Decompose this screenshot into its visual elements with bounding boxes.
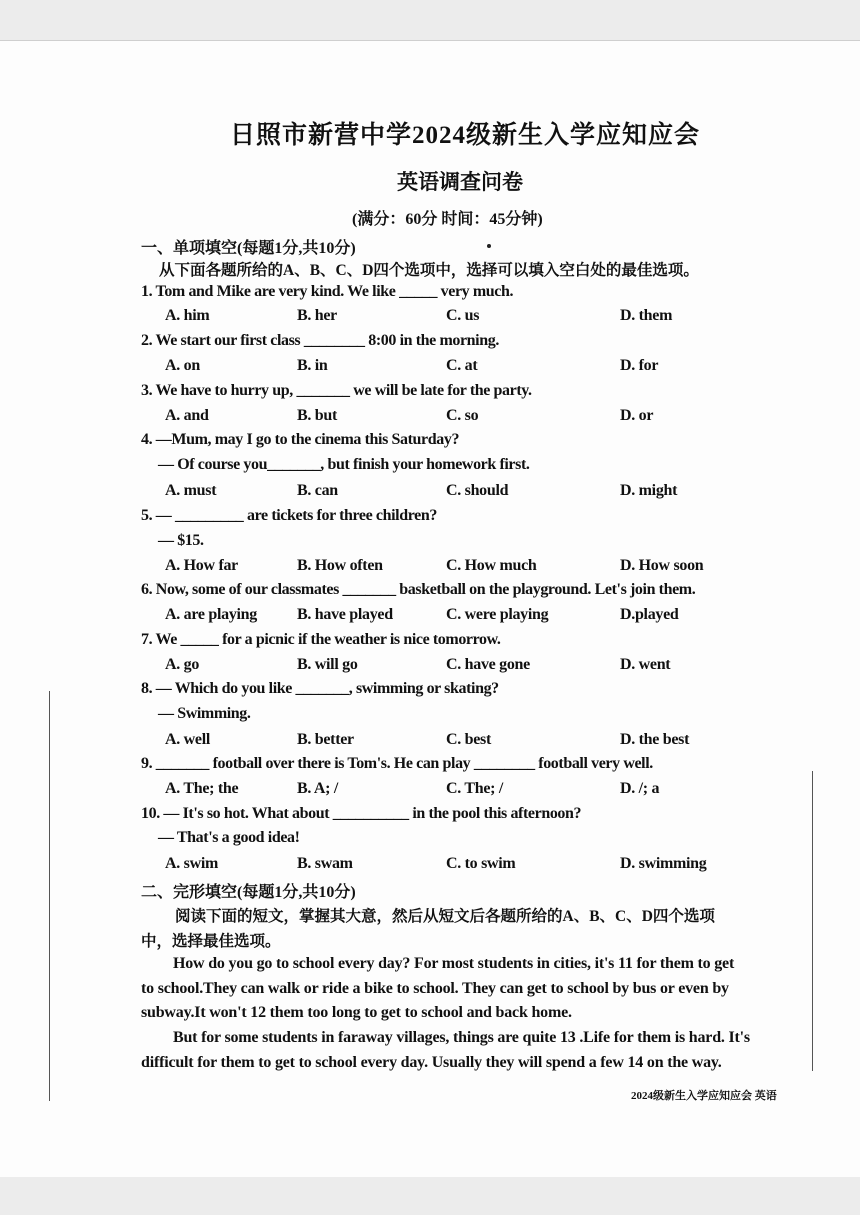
section1-heading: 一、单项填空(每题1分,共10分) — [141, 240, 356, 257]
q2-option-a: A. on — [165, 357, 200, 374]
passage-line-3: subway.It won't 12 them too long to get to school and back home. — [141, 1004, 572, 1021]
q4-option-b: B. can — [297, 482, 338, 499]
q5-option-c: C. How much — [446, 557, 537, 574]
passage-line-2: to school.They can walk or ride a bike to school. They can get to school by bus or even by — [141, 980, 729, 997]
q10-option-b: B. swam — [297, 855, 353, 872]
q7-option-c: C. have gone — [446, 656, 530, 673]
q8-option-d: D. the best — [620, 731, 690, 748]
q10-option-d: D. swimming — [620, 855, 707, 872]
score-info: (满分：60分 时间：45分钟) — [352, 211, 543, 228]
q6-option-d: D.played — [620, 606, 679, 623]
q3-option-b: B. but — [297, 407, 337, 424]
scan-speck — [487, 244, 491, 248]
q6-option-c: C. were playing — [446, 606, 549, 623]
question-5: 5. — _________ are tickets for three children? — [141, 507, 437, 524]
q3-option-d: D. or — [620, 407, 654, 424]
section1-instruction: 从下面各题所给的A、B、C、D四个选项中，选择可以填入空白处的最佳选项。 — [159, 262, 699, 279]
question-10-reply: — That's a good idea! — [158, 829, 300, 846]
question-4: 4. —Mum, may I go to the cinema this Saturday? — [141, 431, 460, 448]
q3-option-a: A. and — [165, 407, 209, 424]
section2-instruction-line1: 阅读下面的短文，掌握其大意，然后从短文后各题所给的A、B、C、D四个选项 — [175, 908, 715, 925]
question-6: 6. Now, some of our classmates _______ basketball on the playground. Let's join them. — [141, 581, 696, 598]
section2-instruction-line2: 中，选择最佳选项。 — [141, 933, 281, 950]
passage-line-5: difficult for them to get to school every day. Usually they will spend a few 14 on the way. — [141, 1054, 722, 1071]
page-title: 日照市新营中学2024级新生入学应知应会 — [230, 122, 701, 149]
page-footer: 2024级新生入学应知应会 英语 — [631, 1090, 777, 1102]
q8-option-c: C. best — [446, 731, 492, 748]
q9-option-b: B. A; / — [297, 780, 339, 797]
question-2: 2. We start our first class ________ 8:00 in the morning. — [141, 332, 499, 349]
q1-option-b: B. her — [297, 307, 337, 324]
scan-edge-left — [49, 691, 50, 1101]
q9-option-d: D. /; a — [620, 780, 660, 797]
q4-option-a: A. must — [165, 482, 217, 499]
q10-option-a: A. swim — [165, 855, 219, 872]
section2-heading: 二、完形填空(每题1分,共10分) — [141, 884, 356, 901]
question-7: 7. We _____ for a picnic if the weather is nice tomorrow. — [141, 631, 501, 648]
page-subtitle: 英语调查问卷 — [397, 170, 523, 194]
question-10: 10. — It's so hot. What about __________ in the pool this afternoon? — [141, 805, 582, 822]
q3-option-c: C. so — [446, 407, 479, 424]
q4-option-d: D. might — [620, 482, 678, 499]
q5-option-b: B. How often — [297, 557, 383, 574]
q7-option-d: D. went — [620, 656, 671, 673]
q6-option-a: A. are playing — [165, 606, 257, 623]
question-1: 1. Tom and Mike are very kind. We like _____ very much. — [141, 283, 514, 300]
q8-option-a: A. well — [165, 731, 211, 748]
q10-option-c: C. to swim — [446, 855, 516, 872]
passage-line-4: But for some students in faraway villages, things are quite 13 .Life for them is hard. It's — [173, 1029, 750, 1046]
question-8-reply: — Swimming. — [158, 705, 251, 722]
q5-option-d: D. How soon — [620, 557, 704, 574]
q1-option-d: D. them — [620, 307, 673, 324]
scan-edge-right — [812, 771, 813, 1071]
q2-option-d: D. for — [620, 357, 659, 374]
q2-option-c: C. at — [446, 357, 478, 374]
question-5-reply: — $15. — [158, 532, 204, 549]
passage-line-1: How do you go to school every day? For most students in cities, it's 11 for them to get — [173, 955, 735, 972]
q1-option-c: C. us — [446, 307, 480, 324]
q7-option-b: B. will go — [297, 656, 358, 673]
q7-option-a: A. go — [165, 656, 200, 673]
q8-option-b: B. better — [297, 731, 354, 748]
question-3: 3. We have to hurry up, _______ we will be late for the party. — [141, 382, 532, 399]
q2-option-b: B. in — [297, 357, 328, 374]
question-8: 8. — Which do you like _______, swimming or skating? — [141, 680, 499, 697]
q6-option-b: B. have played — [297, 606, 393, 623]
q9-option-a: A. The; the — [165, 780, 239, 797]
question-4-reply: — Of course you_______, but finish your homework first. — [158, 456, 530, 473]
q5-option-a: A. How far — [165, 557, 238, 574]
q4-option-c: C. should — [446, 482, 509, 499]
question-9: 9. _______ football over there is Tom's. He can play ________ football very well. — [141, 755, 653, 772]
q1-option-a: A. him — [165, 307, 210, 324]
q9-option-c: C. The; / — [446, 780, 504, 797]
